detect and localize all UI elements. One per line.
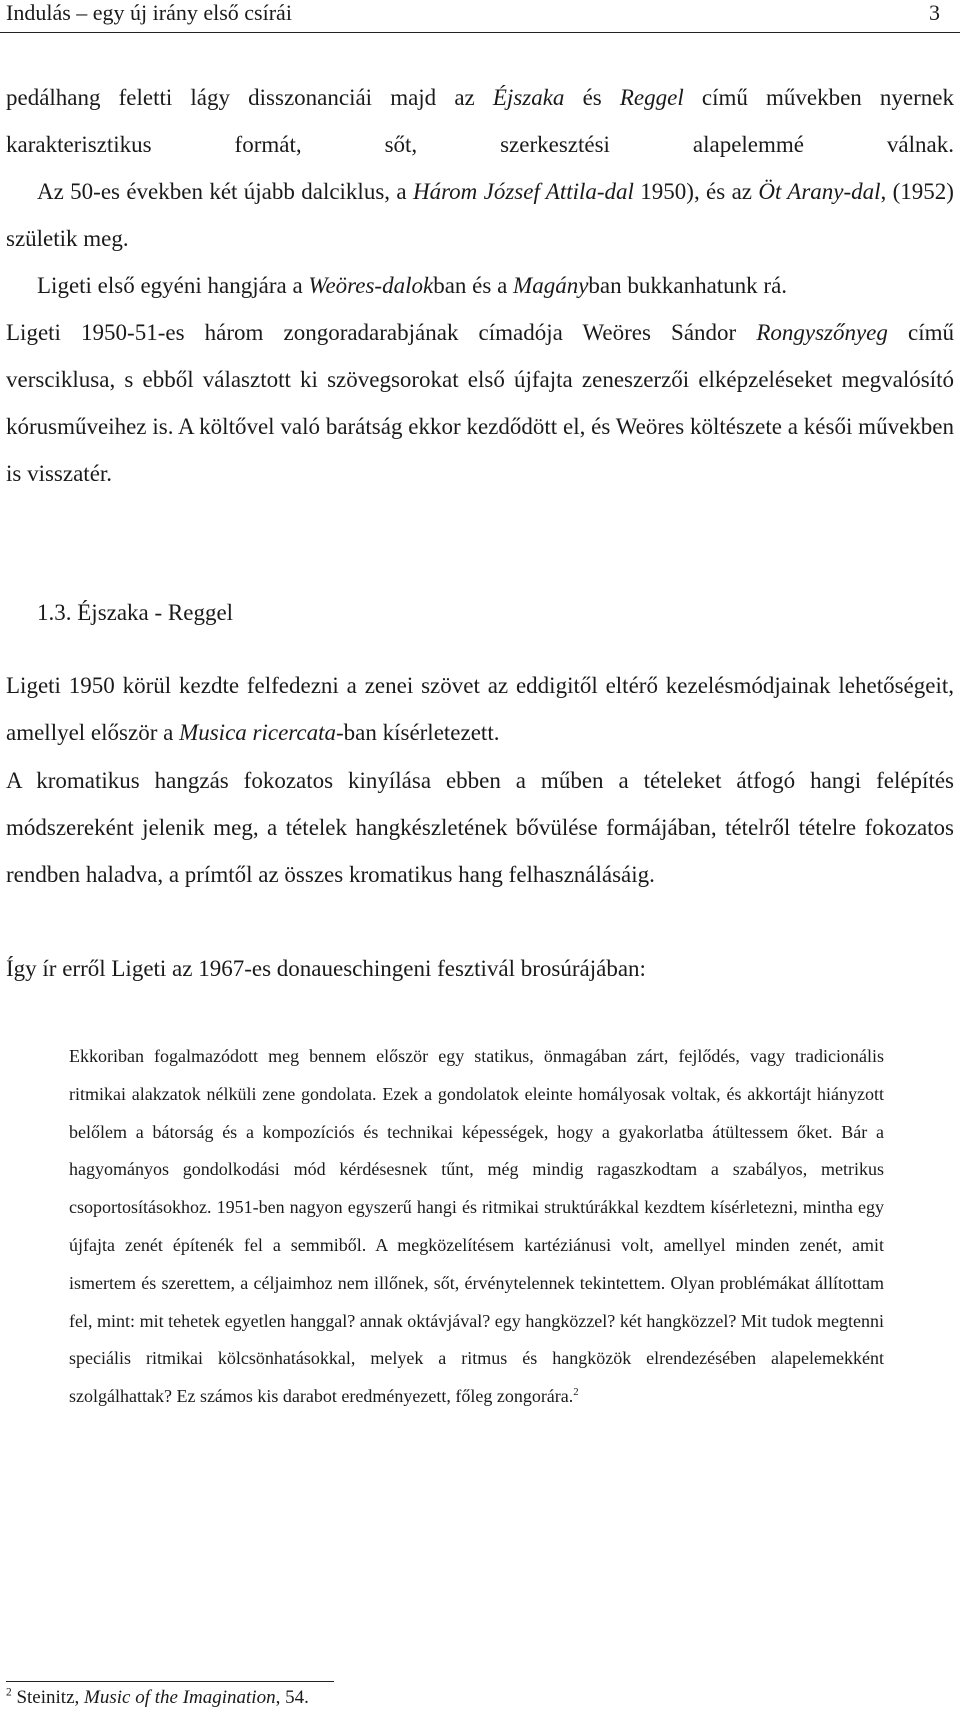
paragraph-6 xyxy=(6,757,954,898)
paragraph-4-text: Ligeti 1950-51-es három zongoradarabjának címadója Weöres Sándor Rongyszőnyeg című versciklusa, s ebből választott ki szövegsorokat első újfajta zeneszerzői elképzeléseket megvalósító kórusműveihez is. A költővel való barátság ekkor kezdődött el, és Weöres költészete a késői művekben is visszatér. xyxy=(6,320,954,486)
block-quote xyxy=(69,1038,884,1416)
paragraph-5 xyxy=(6,662,954,756)
paragraph-3-text: Ligeti első egyéni hangjára a Weöres-dalokban és a Magányban bukkanhatunk rá. xyxy=(37,273,788,298)
paragraph-6-text: A kromatikus hangzás fokozatos kinyílása ebben a műben a tételeket átfogó hangi felépítés módszereként jelenik meg, a tételek hangkészletének bővülése formájában, tételről tételre fokozatos rendben haladva, a prímtől az összes kromatikus hang felhasználásáig. xyxy=(6,768,954,887)
footnote-author: Steinitz, xyxy=(16,1687,85,1708)
paragraph-2-text: Az 50-es években két újabb dalciklus, a Három József Attila-dal 1950), és az Öt Arany-dal, (1952) születik meg. xyxy=(6,179,954,251)
header-rule xyxy=(0,32,960,33)
footnote-rest: , 54. xyxy=(275,1687,309,1708)
footnote xyxy=(6,1686,309,1710)
footnote-reference[interactable]: 2 xyxy=(573,1386,579,1399)
running-title: Indulás – egy új irány első csírái xyxy=(6,0,292,25)
page-header xyxy=(0,0,960,38)
footnote-title: Music of the Imagination xyxy=(84,1687,276,1708)
footnote-rule xyxy=(6,1681,334,1682)
paragraph-1-text: pedálhang feletti lágy disszonanciái majd az Éjszaka és Reggel című művekben nyernek karakterisztikus formát, sőt, szerkesztési alapelemmé válnak. xyxy=(6,85,955,157)
paragraph-5-text: Ligeti 1950 körül kezdte felfedezni a zenei szövet az eddigitől eltérő kezelésmódjainak lehetőségeit, amellyel először a Musica ricercata-ban kísérletezett. xyxy=(6,673,954,745)
paragraph-7 xyxy=(6,945,954,992)
paragraph-7-text: Így ír erről Ligeti az 1967-es donaueschingeni fesztivál brosúrájában: xyxy=(6,956,646,981)
page-number: 3 xyxy=(929,0,940,25)
paragraph-1 xyxy=(6,74,954,168)
quote-text: Ekkoriban fogalmazódott meg bennem először egy statikus, önmagában zárt, fejlődés, vagy tradicionális ritmikai alakzatok nélküli zene gondolata. Ezek a gondolatok eleinte homályosak voltak, és akkortájt hiányzott belőlem a bátorság és a kompozíciós és technikai képességek, hogy a gyakorlatba átültessem őket. Bár a hagyományos gondolkodási mód kérdésesnek tűnt, még mindig ragaszkodtam a szabályos, metrikus csoportosításokhoz. 1951-ben nagyon egyszerű hangi és ritmikai struktúrákkal kezdtem kísérletezni, mintha egy újfajta zenét építenék fel a semmiből. A megközelítésem kartéziánusi volt, amellyel minden zenét, amit ismertem és szerettem, a céljaimhoz nem illőnek, sőt, érvénytelennek tekintettem. Olyan problémákat állítottam fel, mint: mit tehetek egyetlen hanggal? annak oktávjával? egy hangközzel? két hangközzel? Mit tudok megtenni speciális ritmikai kölcsönhatásokkal, melyek a ritmus és hangközök elrendezésében alapelemekként szolgálhattak? Ez számos kis darabot eredményezett, főleg zongorára. xyxy=(69,1046,884,1407)
paragraph-3 xyxy=(6,262,954,309)
footnote-marker: 2 xyxy=(6,1686,12,1699)
paragraph-4 xyxy=(6,309,954,497)
section-heading: 1.3. Éjszaka - Reggel xyxy=(37,600,234,625)
paragraph-2 xyxy=(6,168,954,262)
